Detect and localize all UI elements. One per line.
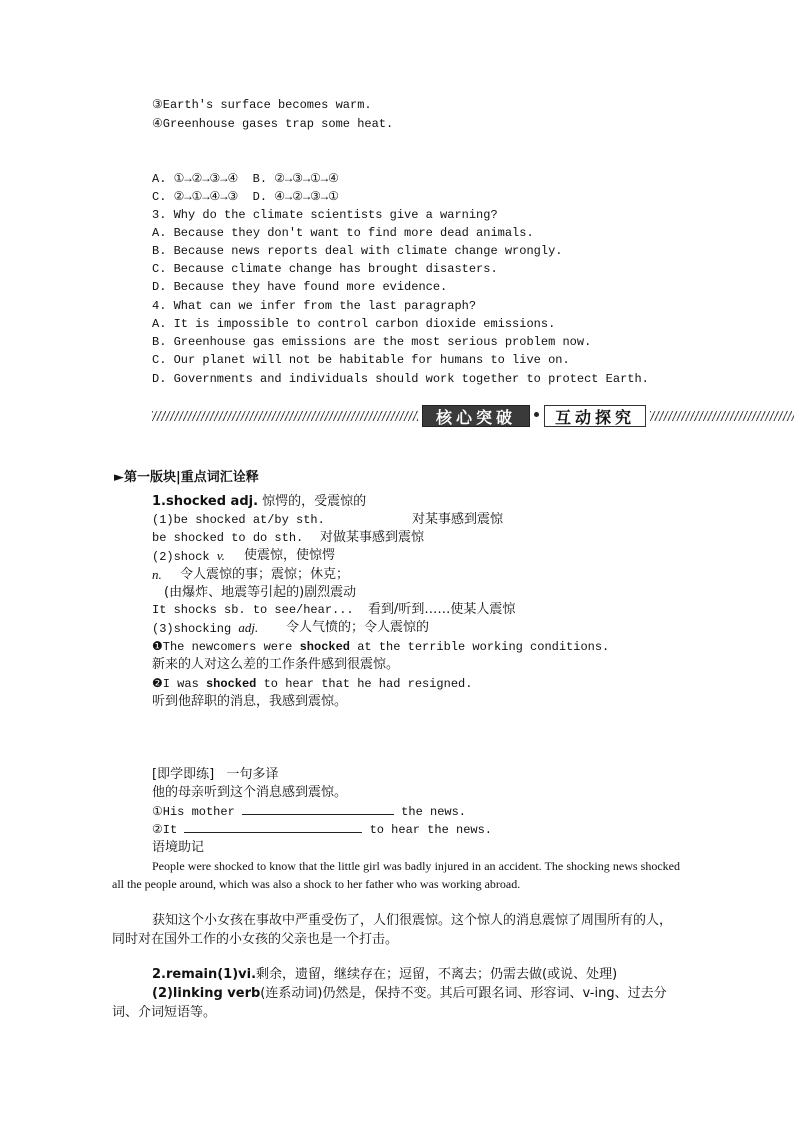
example-text: ❶The newcomers were (152, 640, 300, 654)
word1-sense1b (152, 530, 425, 546)
word1-sense3 (152, 620, 430, 637)
word2-meaning: 剩余，遗留，继续存在；逗留，不离去；仍需去做(或说、处理) (256, 967, 618, 982)
example-text: to hear that he had resigned. (256, 677, 473, 691)
example-text: ❷I was (152, 677, 206, 691)
q4-option-c: C. Our planet will not be habitable for humans to live on. (152, 353, 570, 367)
word2-sense2 (112, 984, 684, 1022)
word1-sense2b (152, 602, 516, 618)
q3-option-d: D. Because they have found more evidence. (152, 280, 448, 294)
answer-blank-1[interactable] (242, 803, 394, 815)
answer-blank-2[interactable] (184, 821, 362, 833)
practice-line-2 (152, 821, 492, 838)
memory-paragraph-cn: 获知这个小女孩在事故中严重受伤了，人们很震惊。这个惊人的消息震惊了周围所有的人，同时对在国外工作的小女孩的父亲也是一个打击。 (112, 913, 673, 947)
word2-pos: (2)linking verb (152, 986, 261, 1001)
word1-headword: 1.shocked adj. (152, 494, 259, 509)
phrase-en: (3)shocking (152, 622, 239, 636)
phrase-cn: 令人震惊的事；震惊；休克； (180, 567, 350, 582)
practice-text: ①His mother (152, 805, 242, 819)
phrase-en: (1)be shocked at/by sth. (152, 513, 325, 527)
section-title: ►第一版块|重点词汇诠释 (114, 470, 259, 485)
example-2 (152, 676, 472, 692)
banner-dot (534, 412, 539, 417)
statement-3: ③Earth's surface becomes warm. (152, 98, 372, 112)
example-keyword: shocked (205, 677, 257, 691)
word1-sense1 (152, 512, 504, 528)
phrase-cn: 对某事感到震惊 (412, 512, 504, 527)
banner-label-left: 核心突破 (422, 405, 530, 427)
pos-label: n. (152, 567, 162, 582)
phrase-cn: 使震惊，使惊愕 (244, 548, 336, 563)
practice-text: ②It (152, 823, 185, 837)
phrase-en: be shocked to do sth. (152, 531, 304, 545)
banner-label-right: 互动探究 (544, 405, 646, 427)
example-text: at the terrible working conditions. (350, 640, 610, 654)
word2-meaning: (连系动词)仍然是，保持不变。其后可跟名词、形容词、v-ing、过去分词、介词短语等。 (112, 986, 667, 1020)
practice-line-1 (152, 803, 466, 820)
phrase-en: It shocks sb. to see/hear... (152, 603, 354, 617)
pos-label: v. (216, 548, 225, 563)
banner-hatch-right (650, 411, 794, 421)
q3-stem: 3. Why do the climate scientists give a warning? (152, 208, 498, 222)
example-2-translation: 听到他辞职的消息，我感到震惊。 (152, 694, 348, 709)
q4-stem: 4. What can we infer from the last paragraph? (152, 299, 477, 313)
statement-4: ④Greenhouse gases trap some heat. (152, 117, 394, 131)
q4-option-b: B. Greenhouse gas emissions are the most serious problem now. (152, 335, 592, 349)
word1-meaning: 惊愕的，受震惊的 (258, 494, 367, 509)
example-keyword: shocked (299, 640, 351, 654)
q2-options-cd: C. ②→①→④→③ D. ④→②→③→① (152, 190, 339, 204)
q3-option-a: A. Because they don't want to find more dead animals. (152, 226, 534, 240)
q4-option-a: A. It is impossible to control carbon dioxide emissions. (152, 317, 556, 331)
phrase-cn: 对做某事感到震惊 (320, 530, 425, 545)
word1-heading (152, 493, 366, 510)
word1-sense2 (152, 548, 336, 565)
example-1-translation: 新来的人对这么差的工作条件感到很震惊。 (152, 657, 400, 672)
q4-option-d: D. Governments and individuals should work together to protect Earth. (152, 372, 649, 386)
q3-option-b: B. Because news reports deal with climate change wrongly. (152, 244, 563, 258)
word1-noun-2: (由爆炸、地震等引起的)剧烈震动 (164, 585, 357, 600)
practice-text: to hear the news. (362, 823, 492, 837)
phrase-cn: 看到/听到……使某人震惊 (368, 602, 516, 617)
phrase-cn: 令人气愤的；令人震惊的 (286, 620, 430, 635)
section-banner (152, 405, 794, 427)
pos-label: adj. (238, 620, 259, 635)
word1-noun (152, 566, 350, 584)
practice-text: the news. (393, 805, 466, 819)
memory-paragraph-en: People were shocked to know that the little girl was badly injured in an accident. The shocking news shocked all the people around, which was also a shock to her father who was working abroad. (112, 859, 680, 891)
memory-title: 语境助记 (152, 840, 205, 855)
phrase-en: (2)shock (152, 550, 217, 564)
word2-headword: 2.remain(1)vi. (152, 967, 257, 982)
practice-title: [即学即练] 一句多译 (152, 767, 279, 782)
banner-hatch-left (152, 411, 418, 421)
q2-options-ab: A. ①→②→③→④ B. ②→③→①→④ (152, 172, 339, 186)
q3-option-c: C. Because climate change has brought disasters. (152, 262, 498, 276)
practice-sentence: 他的母亲听到这个消息感到震惊。 (152, 785, 348, 800)
example-1 (152, 639, 609, 655)
word2-sense1 (152, 966, 692, 984)
